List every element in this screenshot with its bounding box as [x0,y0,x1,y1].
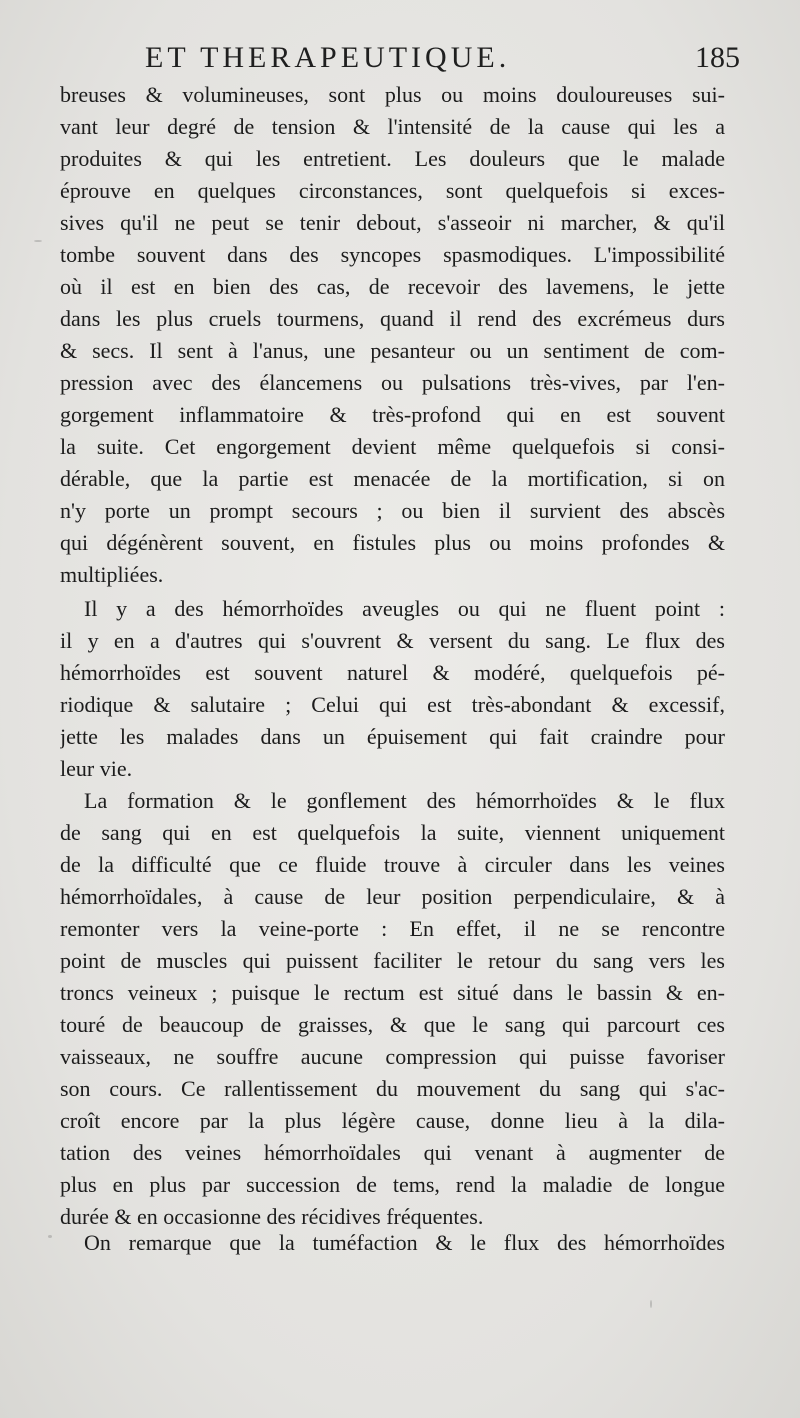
text-line-29: troncs veineux ; puisque le rectum est situé dans le bassin & en- [60,980,725,1005]
text-line-36: durée & en occasionne des récidives fréquentes. [60,1204,484,1229]
text-line-31: vaisseaux, ne souffre aucune compression qui puisse favoriser [60,1044,725,1069]
text-line-26: hémorrhoïdales, à cause de leur position perpendiculaire, & à [60,884,725,909]
text-line-15: qui dégénèrent souvent, en fistules plus ou moins profondes & [60,530,725,555]
text-line-4: éprouve en quelques circonstances, sont quelquefois si exces- [60,178,725,203]
text-line-37: On remarque que la tuméfaction & le flux des hémorrhoïdes [84,1230,725,1255]
text-line-7: où il est en bien des cas, de recevoir des lavemens, le jette [60,274,725,299]
text-line-6: tombe souvent dans des syncopes spasmodiques. L'impossibilité [60,242,725,267]
page-speck [48,1235,52,1238]
text-line-20: riodique & salutaire ; Celui qui est très-abondant & excessif, [60,692,725,717]
page-number: 185 [695,41,740,74]
text-line-2: vant leur degré de tension & l'intensité de la cause qui les a [60,114,725,139]
text-line-8: dans les plus cruels tourmens, quand il rend des excrémeus durs [60,306,725,331]
page-header [60,40,740,80]
text-line-25: de la difficulté que ce fluide trouve à circuler dans les veines [60,852,725,877]
text-line-32: son cours. Ce rallentissement du mouvement du sang qui s'ac- [60,1076,725,1101]
text-line-9: & secs. Il sent à l'anus, une pesanteur ou un sentiment de com- [60,338,725,363]
page-speck [650,1300,652,1308]
text-line-27: remonter vers la veine-porte : En effet, il ne se rencontre [60,916,725,941]
text-line-33: croît encore par la plus légère cause, donne lieu à la dila- [60,1108,725,1133]
text-line-3: produites & qui les entretient. Les douleurs que le malade [60,146,725,171]
text-line-35: plus en plus par succession de tems, rend la maladie de longue [60,1172,725,1197]
running-head: ET THERAPEUTIQUE. [145,41,511,74]
text-line-34: tation des veines hémorrhoïdales qui venant à augmenter de [60,1140,725,1165]
text-line-16: multipliées. [60,562,164,587]
text-line-13: dérable, que la partie est menacée de la mortification, si on [60,466,725,491]
text-line-19: hémorrhoïdes est souvent naturel & modéré, quelquefois pé- [60,660,725,685]
text-line-17: Il y a des hémorrhoïdes aveugles ou qui ne fluent point : [84,596,725,621]
text-line-22: leur vie. [60,756,133,781]
page-speck [34,240,42,242]
text-line-5: sives qu'il ne peut se tenir debout, s'asseoir ni marcher, & qu'il [60,210,725,235]
text-line-30: touré de beaucoup de graisses, & que le sang qui parcourt ces [60,1012,725,1037]
text-line-28: point de muscles qui puissent faciliter le retour du sang vers les [60,948,725,973]
text-line-23: La formation & le gonflement des hémorrhoïdes & le flux [84,788,725,813]
text-line-24: de sang qui en est quelquefois la suite, viennent uniquement [60,820,725,845]
text-line-12: la suite. Cet engorgement devient même quelquefois si consi- [60,434,725,459]
text-line-10: pression avec des élancemens ou pulsations très-vives, par l'en- [60,370,725,395]
text-line-21: jette les malades dans un épuisement qui fait craindre pour [60,724,725,749]
text-line-18: il y en a d'autres qui s'ouvrent & versent du sang. Le flux des [60,628,725,653]
text-line-14: n'y porte un prompt secours ; ou bien il survient des abscès [60,498,725,523]
text-line-1: breuses & volumineuses, sont plus ou moins douloureuses sui- [60,82,725,107]
text-line-11: gorgement inflammatoire & très-profond qui en est souvent [60,402,725,427]
